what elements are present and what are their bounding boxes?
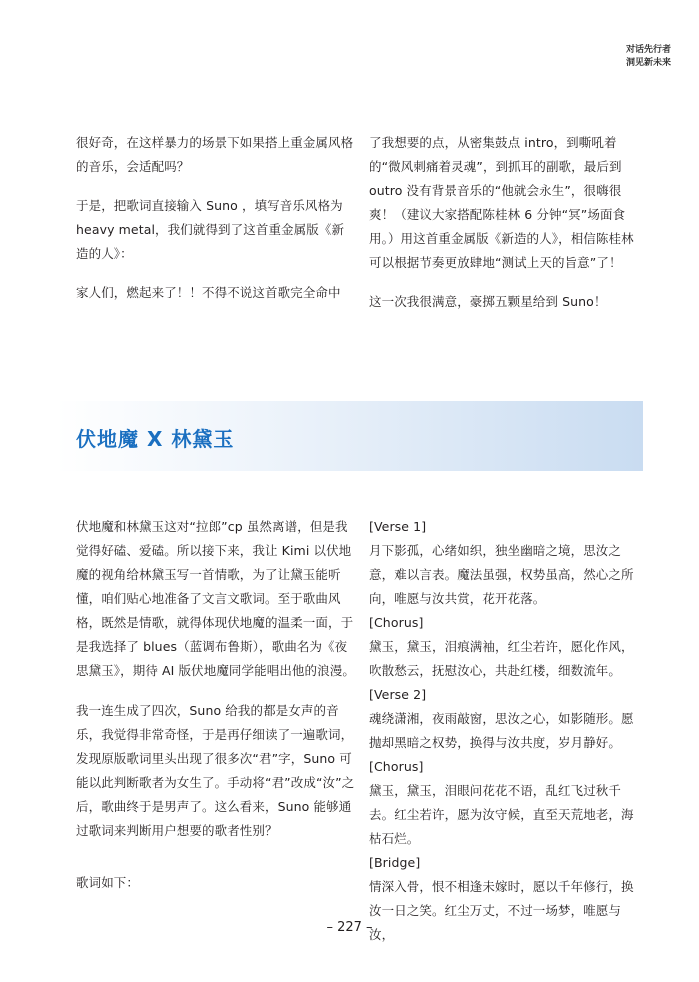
lyrics-section-label: [Verse 2] xyxy=(369,687,427,702)
lyrics-column xyxy=(369,515,645,947)
lyrics-section-label: [Verse 1] xyxy=(369,519,427,534)
top-left-column xyxy=(76,131,356,305)
paragraph: 伏地魔和林黛玉这对“拉郎”cp 虽然离谱，但是我觉得好磕、爱磕。所以接下来，我让 Kimi 以伏地魔的视角给林黛玉写一首情歌，为了让黛玉能听懂，咱们贴心地准备了文言文歌词。至于歌曲风格，既然是情歌，就得体现伏地魔的温柔一面，于是我选择了 blues（蓝调布鲁斯），歌曲名为《夜思黛玉》，期待 AI 版伏地魔同学能唱出他的浪漫。 xyxy=(76,519,355,678)
section-title: 伏地魔 X 林黛玉 xyxy=(76,427,235,451)
bottom-left-column xyxy=(76,515,358,895)
top-right-column xyxy=(369,131,645,314)
running-header xyxy=(626,44,671,70)
lyrics-section-label: [Chorus] xyxy=(369,759,424,774)
lyrics-section-label: [Bridge] xyxy=(369,855,421,870)
lyrics-text: 月下影孤，心绪如织，独坐幽暗之境，思汝之意，难以言表。魔法虽强，权势虽高，然心之所向，唯愿与汝共赏，花开花落。 xyxy=(369,543,634,606)
paragraph: 这一次我很满意，豪掷五颗星给到 Suno！ xyxy=(369,294,607,309)
header-line-2: 洞见新未来 xyxy=(625,58,671,68)
paragraph: 歌词如下： xyxy=(76,875,140,890)
lyrics-section-label: [Chorus] xyxy=(369,615,424,630)
page-number: – 227 – xyxy=(326,920,373,935)
lyrics-text: 黛玉，黛玉，泪眼问花花不语，乱红飞过秋千去。红尘若许，愿为汝守候，直至天荒地老，海枯石烂。 xyxy=(369,783,634,846)
paragraph: 了我想要的点，从密集鼓点 intro，到嘶吼着的“微风刺痛着灵魂”，到抓耳的副歌，最后到 outro 没有背景音乐的“他就会永生”，很嗨很爽！（建议大家搭配陈桂林 6 分钟“冥”场面食用。）用这首重金属版《新造的人》，相信陈桂林可以根据节奏更放肆地“测试上天的旨意”了！ xyxy=(369,135,634,270)
header-line-1: 对话先行者 xyxy=(625,45,671,55)
section-banner xyxy=(56,401,643,471)
lyrics-text: 黛玉，黛玉，泪痕满袖，红尘若许，愿化作风，吹散愁云，抚慰汝心，共赴红楼，细数流年。 xyxy=(369,639,634,678)
paragraph: 很好奇，在这样暴力的场景下如果搭上重金属风格的音乐，会适配吗？ xyxy=(76,135,354,174)
paragraph: 于是，把歌词直接输入 Suno ，填写音乐风格为 heavy metal，我们就得到了这首重金属版《新造的人》： xyxy=(76,198,345,261)
lyrics-text: 情深入骨，恨不相逢未嫁时，愿以千年修行，换汝一日之笑。红尘万丈，不过一场梦，唯愿与汝， xyxy=(369,879,634,942)
lyrics-text: 魂绕潇湘，夜雨敲窗，思汝之心，如影随形。愿抛却黑暗之权势，换得与汝共度，岁月静好。 xyxy=(369,711,634,750)
paragraph: 家人们，燃起来了！！不得不说这首歌完全命中 xyxy=(76,285,341,300)
paragraph: 我一连生成了四次，Suno 给我的都是女声的音乐，我觉得非常奇怪，于是再仔细读了一遍歌词，发现原版歌词里头出现了很多次“君”字，Suno 可能以此判断歌者为女生了。手动将“君”改成“汝”之后，歌曲终于是男声了。这么看来，Suno 能够通过歌词来判断用户想要的歌者性别？ xyxy=(76,703,355,838)
